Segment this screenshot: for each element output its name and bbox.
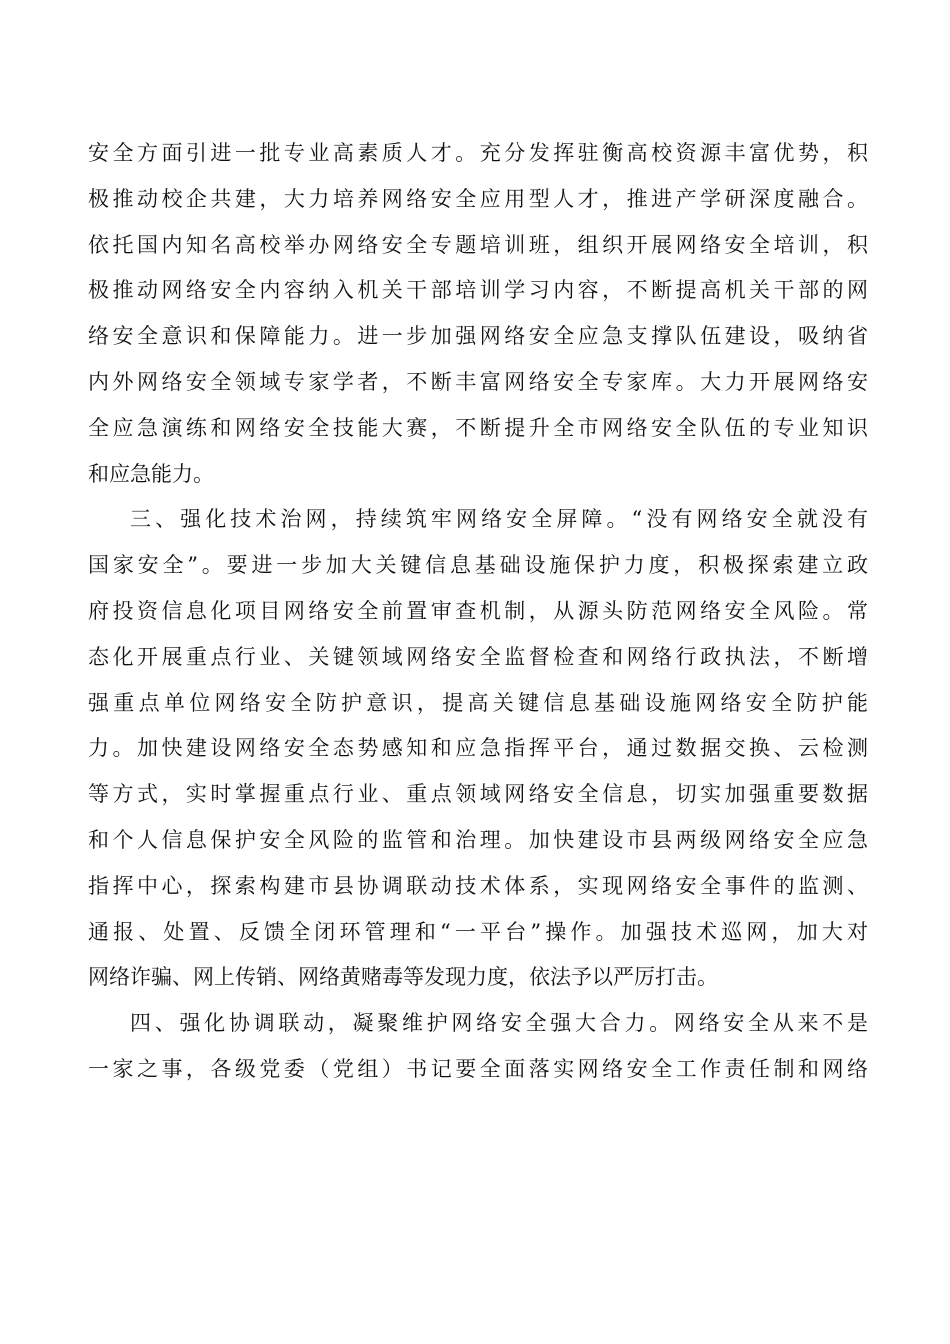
text-line: 通报、处置、反馈全闭环管理和“一平台”操作。加强技术巡网，加大对: [88, 919, 868, 944]
text-line: 强重点单位网络安全防护意识，提高关键信息基础设施网络安全防护能: [88, 690, 868, 715]
text-line: 力。加快建设网络安全态势感知和应急指挥平台，通过数据交换、云检测: [88, 736, 868, 761]
text-line: 安全方面引进一批专业高素质人才。充分发挥驻衡高校资源丰富优势，积: [88, 141, 868, 165]
text-line: 和应急能力。: [88, 461, 214, 486]
text-line: 一家之事，各级党委（党组）书记要全面落实网络安全工作责任制和网络: [88, 1056, 868, 1081]
text-line: 依托国内知名高校举办网络安全专题培训班，组织开展网络安全培训，积: [88, 232, 868, 257]
text-line: 全应急演练和网络安全技能大赛，不断提升全市网络安全队伍的专业知识: [88, 415, 868, 440]
text-line: 极推动网络安全内容纳入机关干部培训学习内容，不断提高机关干部的网: [88, 278, 868, 303]
text-line: 和个人信息保护安全风险的监管和治理。加快建设市县两级网络安全应急: [88, 827, 868, 852]
text-line: 国家安全”。要进一步加大关键信息基础设施保护力度，积极探索建立政: [88, 553, 868, 578]
text-line: 指挥中心，探索构建市县协调联动技术体系，实现网络安全事件的监测、: [88, 873, 868, 898]
text-line: 内外网络安全领域专家学者，不断丰富网络安全专家库。大力开展网络安: [88, 369, 868, 394]
text-line: 态化开展重点行业、关键领域网络安全监督检查和网络行政执法，不断增: [88, 644, 868, 669]
document-body: [88, 131, 868, 1093]
paragraph-heading-line: 四、强化协调联动，凝聚维护网络安全强大合力。网络安全从来不是: [130, 1011, 868, 1036]
text-line: 等方式，实时掌握重点行业、重点领域网络安全信息，切实加强重要数据: [88, 782, 868, 807]
text-line: 极推动校企共建，大力培养网络安全应用型人才，推进产学研深度融合。: [88, 186, 868, 211]
text-line: 络安全意识和保障能力。进一步加强网络安全应急支撑队伍建设，吸纳省: [88, 324, 868, 349]
text-line: 府投资信息化项目网络安全前置审查机制，从源头防范网络安全风险。常: [88, 598, 868, 623]
text-line: 网络诈骗、网上传销、网络黄赌毒等发现力度，依法予以严厉打击。: [88, 965, 718, 990]
paragraph-heading-line: 三、强化技术治网，持续筑牢网络安全屏障。“没有网络安全就没有: [130, 507, 868, 532]
